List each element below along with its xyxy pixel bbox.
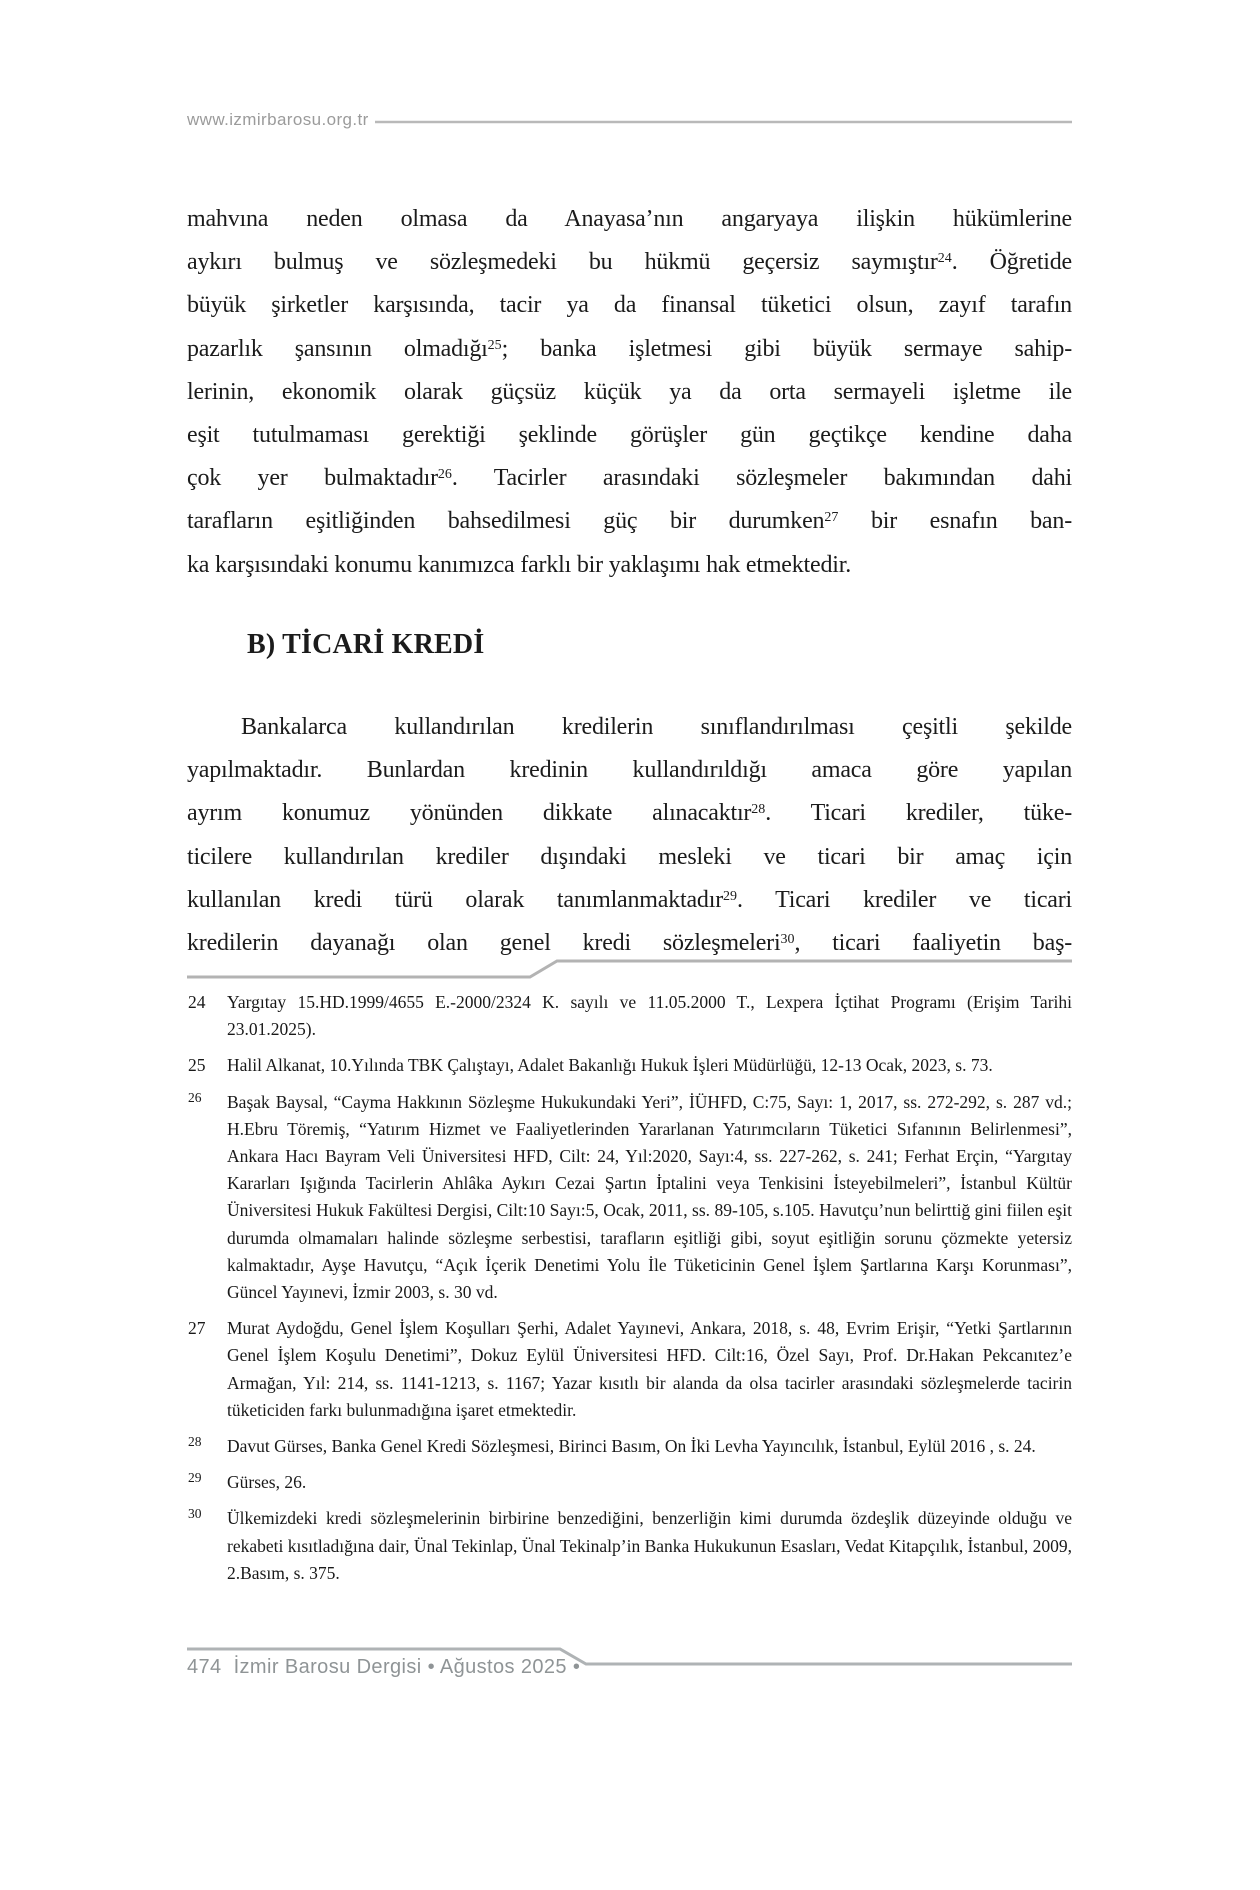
body-text-line: mahvına neden olmasa da Anayasa’nın angaryaya ilişkin hükümlerine bbox=[187, 206, 1072, 232]
footnote-text: Ülkemizdeki kredi sözleşmelerinin birbirine benzediğini, benzerliğin kimi durumda özdeşlik düzeyinde olduğu ve rekabeti kısıtladığına dair, Ünal Tekinlap, Ünal Tekinalp’in Banka Hukukunun Esasları, Vedat Kitapçılık, İstanbul, 2009, 2.Basım, s. 375. bbox=[227, 1508, 1072, 1583]
footnote-reference: 29 bbox=[723, 888, 737, 904]
footnote-number: 24 bbox=[188, 992, 206, 1012]
body-text-line: Bankalarca kullandırılan kredilerin sınıflandırılması çeşitli şekilde bbox=[241, 714, 1072, 740]
page-number: 474 bbox=[187, 1656, 222, 1678]
body-text-line: kredilerin dayanağı olan genel kredi sözleşmeleri$^{30}$, ticari faaliyetin baş- bbox=[187, 929, 1072, 956]
footnote-item bbox=[187, 1505, 1072, 1587]
footnote-text: Davut Gürses, Banka Genel Kredi Sözleşmesi, Birinci Basım, On İki Levha Yayıncılık, İstanbul, Eylül 2016 , s. 24. bbox=[227, 1436, 1036, 1457]
footnote-text: Gürses, 26. bbox=[227, 1472, 307, 1493]
footnote-item bbox=[187, 1089, 1072, 1307]
body-text-line: tarafların eşitliğinden bahsedilmesi güç bir durumken$^{27}$ bir esnafın ban- bbox=[187, 508, 1072, 535]
body-text-line: eşit tutulmaması gerektiği şeklinde görüşler gün geçtikçe kendine daha bbox=[187, 421, 1072, 448]
footnote-number: 25 bbox=[188, 1055, 206, 1076]
footnote-item bbox=[187, 989, 1072, 1043]
body-paragraph-2 bbox=[187, 706, 1072, 965]
footnote-item bbox=[187, 1469, 1072, 1496]
footnote-item bbox=[187, 1052, 1072, 1079]
footnote-number: 27 bbox=[188, 1318, 206, 1339]
body-text-line: pazarlık şansının olmadığı$^{25}$; banka işletmesi gibi büyük sermaye sahip- bbox=[187, 335, 1072, 362]
footnote-number: 28 bbox=[188, 1434, 202, 1450]
footnote-text: Yargıtay 15.HD.1999/4655 E.-2000/2324 K. sayılı ve 11.05.2000 T., Lexpera İçtihat Programı (Erişim Tarihi 23.01.2025). bbox=[227, 992, 1072, 1040]
footnote-text: Başak Baysal, “Cayma Hakkının Sözleşme Hukukundaki Yeri”, İÜHFD, C:75, Sayı: 1, 2017, ss. 272-292, s. 287 vd.; H.Ebru Töremiş, “Yatırım Hizmet ve Faaliyetlerinden Yararlanan Yatırımcıların Tüketici Sıfanının Belirlenmesi”, Ankara Hacı Bayram Veli Üniversitesi HFD, Cilt: 24, Yıl:2020, Sayı:4, ss. 227-262, s. 241; Ferhat Erçin, “Yargıtay Kararları Işığında Tacirlerin Ahlâka Aykırı Cezai Şartın İptalini veya Tenkisini İsteyebilmeleri”, İstanbul Kültür Üniversitesi Hukuk Fakültesi Dergisi, Cilt:10 Sayı:5, Ocak, 2011, ss. 89-105, s.105. Havutçu’nun belirttiğ gini fiilen eşit durumda olmamaları halinde sözleşme serbestisi, tarafların eşitliği gibi, soyut eşitliğin sorunu çözmekte yetersiz kalmaktadır, Ayşe Havutçu, “Açık İçerik Denetimi Yolu İle Tüketicinin Genel İşlem Şartlarına Karşı Korunması”, Güncel Yayınevi, İzmir 2003, s. 30 vd. bbox=[227, 1091, 1072, 1303]
footnotes-block bbox=[187, 989, 1072, 1596]
body-text-line: lerinin, ekonomik olarak güçsüz küçük ya da orta sermayeli işletme ile bbox=[187, 378, 1072, 405]
page-footer bbox=[187, 1654, 580, 1680]
footnote-item bbox=[187, 1315, 1072, 1424]
body-text-line: çok yer bulmaktadır$^{26}$. Tacirler arasındaki sözleşmeler bakımından dahi bbox=[187, 465, 1072, 492]
footnote-number: 26 bbox=[188, 1089, 202, 1105]
footnote-reference: 30 bbox=[780, 931, 795, 947]
footnote-item bbox=[187, 1433, 1072, 1460]
footnote-reference: 27 bbox=[824, 510, 839, 526]
footnote-text: Halil Alkanat, 10.Yılında TBK Çalıştayı, Adalet Bakanlığı Hukuk İşleri Müdürlüğü, 12-13 Ocak, 2023, s. 73. bbox=[227, 1055, 993, 1076]
footnote-text: Murat Aydoğdu, Genel İşlem Koşulları Şerhi, Adalet Yayınevi, Ankara, 2018, s. 48, Evrim Erişir, “Yetki Şartlarının Genel İşlem Koşulu Denetimi”, Dokuz Eylül Üniversitesi HFD. Cilt:16, Özel Sayı, Prof. Dr.Hakan Pekcanıtez’e Armağan, Yıl: 214, ss. 1141-1213, s. 1167; Yazar kısıtlı bir alanda da olsa tacirler arasındaki sözleşmelerde tacirin tüketiciden farkı bulunmadığına işaret etmektedir. bbox=[227, 1318, 1072, 1420]
footnote-number: 29 bbox=[188, 1470, 202, 1486]
body-text-line: ka karşısındaki konumu kanımızca farklı bir yaklaşımı hak etmektedir. bbox=[187, 551, 852, 578]
header-website-url: www.izmirbarosu.org.tr bbox=[187, 110, 369, 129]
body-text-line: ticilere kullandırılan krediler dışındaki mesleki ve ticari bir amaç için bbox=[187, 843, 1072, 870]
footnote-reference: 24 bbox=[937, 251, 952, 267]
body-text-line: ayrım konumuz yönünden dikkate alınacaktır$^{28}$. Ticari krediler, tüke- bbox=[187, 800, 1072, 827]
journal-title-line: İzmir Barosu Dergisi • Ağustos 2025 • bbox=[233, 1656, 581, 1678]
section-heading: B) TİCARİ KREDİ bbox=[247, 629, 485, 660]
body-text-line: büyük şirketler karşısında, tacir ya da finansal tüketici olsun, zayıf tarafın bbox=[187, 292, 1072, 319]
footnote-reference: 25 bbox=[487, 337, 502, 353]
footnote-reference: 26 bbox=[437, 467, 452, 483]
body-text-line: kullanılan kredi türü olarak tanımlanmaktadır$^{29}$. Ticari krediler ve ticari bbox=[187, 886, 1072, 913]
body-paragraph-1 bbox=[187, 198, 1072, 587]
footnote-number: 30 bbox=[188, 1506, 202, 1522]
footnote-reference: 28 bbox=[751, 802, 766, 818]
body-text-line: yapılmaktadır. Bunlardan kredinin kullandırıldığı amaca göre yapılan bbox=[187, 757, 1072, 784]
body-text-line: aykırı bulmuş ve sözleşmedeki bu hükmü geçersiz saymıştır$^{24}$. Öğretide bbox=[187, 249, 1072, 276]
